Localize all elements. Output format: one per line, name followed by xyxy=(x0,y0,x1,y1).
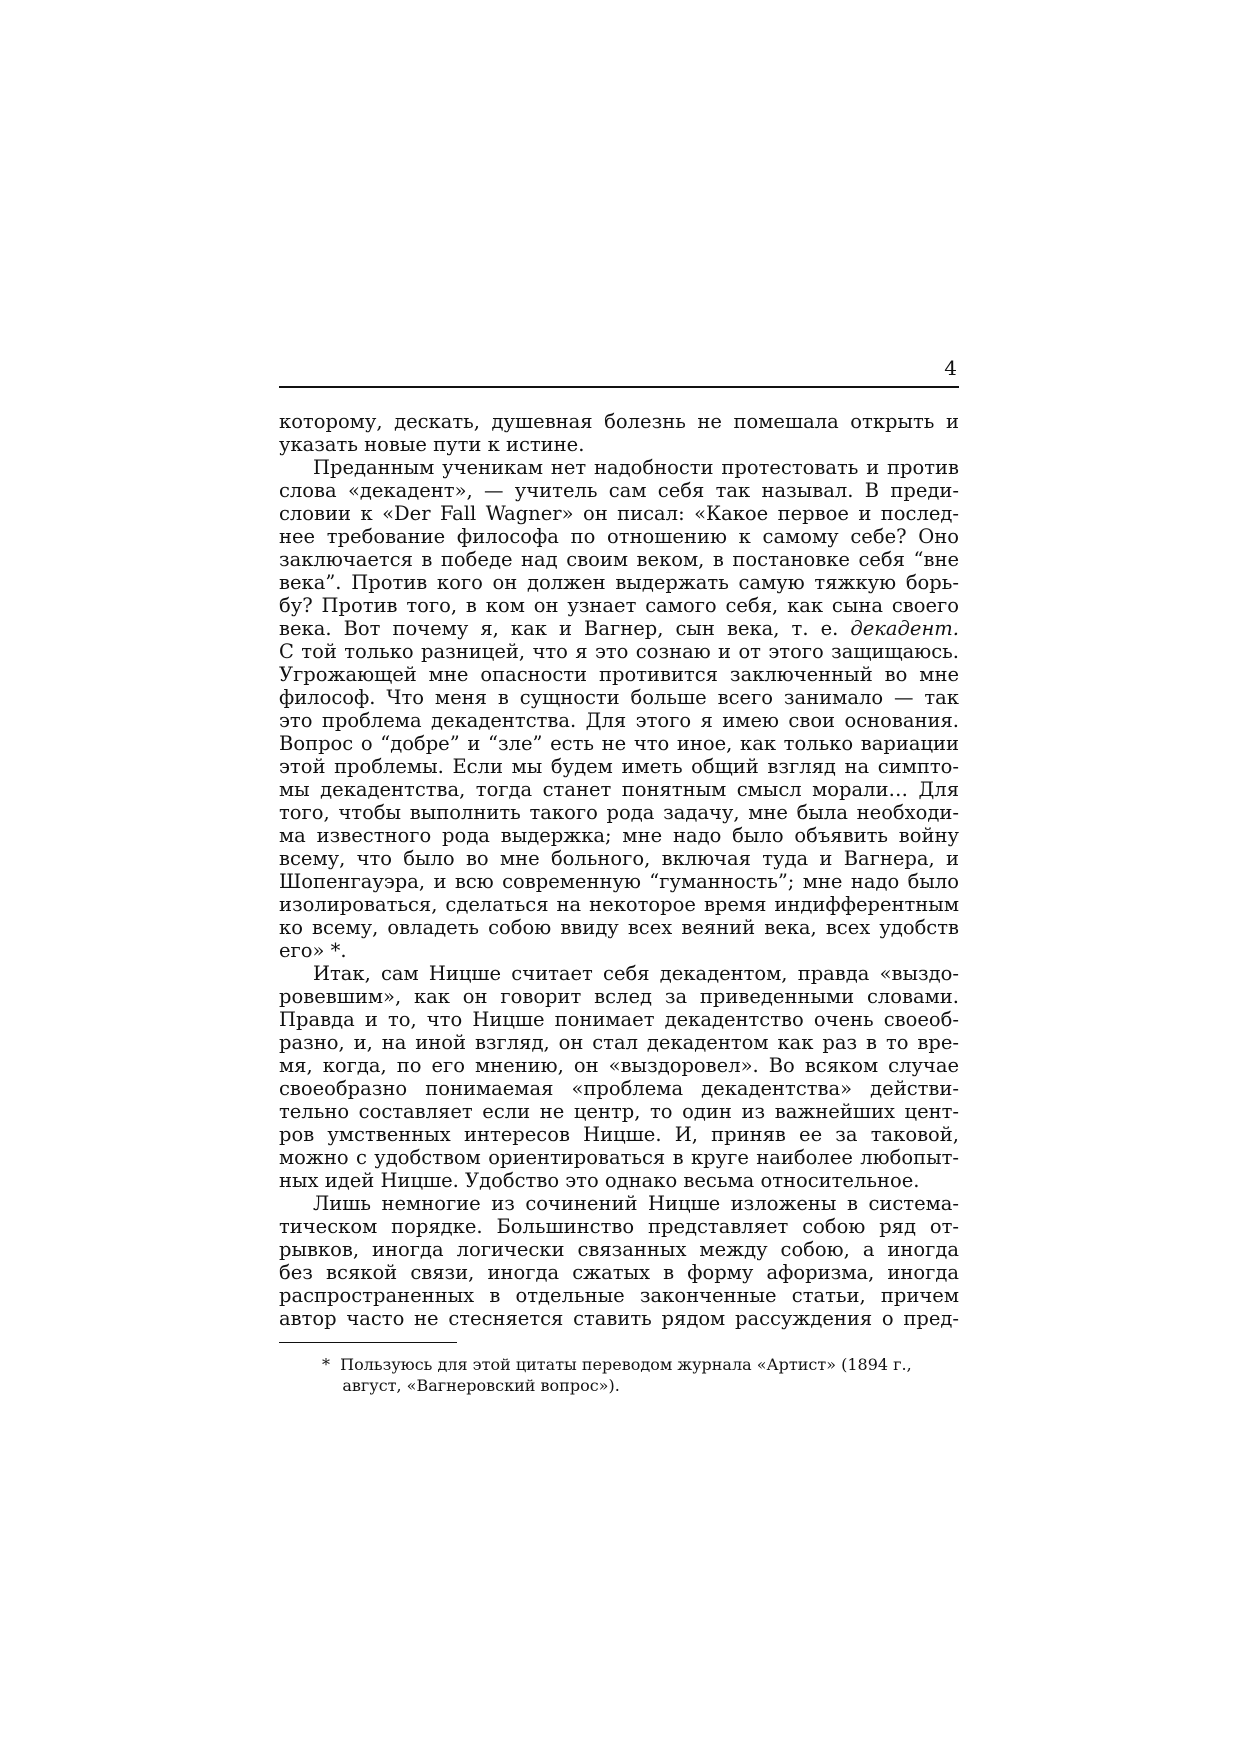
paragraph xyxy=(279,410,959,456)
text-line: рывков, иногда логически связанных между собою, а иногда xyxy=(279,1238,959,1261)
footnote-line: август, «Вагнеровский вопрос»). xyxy=(322,1376,620,1395)
text-line: Итак, сам Ницше считает себя декадентом, правда «выздо- xyxy=(313,962,959,985)
text-line: разно, и, на иной взгляд, он стал декадентом как раз в то вре- xyxy=(279,1031,959,1054)
paragraph xyxy=(279,962,959,1192)
text-line: Лишь немногие из сочинений Ницше изложены в система- xyxy=(313,1192,959,1215)
body-text xyxy=(279,410,959,1330)
text-line: нее требование философа по отношению к самому себе? Оно xyxy=(279,525,959,548)
footnote-line: * Пользуюсь для этой цитаты переводом журнала «Артист» (1894 г., xyxy=(322,1355,912,1374)
text-line: это проблема декадентства. Для этого я имею свои основания. xyxy=(279,709,959,732)
text-line: которому, дескать, душевная болезнь не помешала открыть и xyxy=(279,410,959,433)
text-line: мы декадентства, тогда станет понятным смысл морали… Для xyxy=(279,778,959,801)
text-line: можно с удобством ориентироваться в круге наиболее любопыт- xyxy=(279,1146,959,1169)
text-line: бу? Против того, в ком он узнает самого себя, как сына своего xyxy=(279,594,959,617)
text-line: тельно составляет если не центр, то один из важнейших цент- xyxy=(279,1100,959,1123)
text-line: Шопенгауэра, и всю современную “гуманность”; мне надо было xyxy=(279,870,959,893)
text-line: словии к «Der Fall Wagner» он писал: «Какое первое и послед- xyxy=(279,502,959,525)
footnote xyxy=(322,1354,959,1396)
text-line: Вопрос о “добре” и “зле” есть не что иное, как только вариации xyxy=(279,732,959,755)
text-line: того, чтобы выполнить такого рода задачу, мне была необходи- xyxy=(279,801,959,824)
text-line: ров умственных интересов Ницше. И, приняв ее за таковой, xyxy=(279,1123,959,1146)
text-line: Угрожающей мне опасности противится заключенный во мне xyxy=(279,663,959,686)
text-line: мя, когда, по его мнению, он «выздоровел». Во всяком случае xyxy=(279,1054,959,1077)
text-line: Правда и то, что Ницше понимает декадентство очень своеоб- xyxy=(279,1008,959,1031)
text-line: слова «декадент», — учитель сам себя так называл. В преди- xyxy=(279,479,959,502)
paragraph xyxy=(279,1192,959,1330)
text-line: этой проблемы. Если мы будем иметь общий взгляд на симпто- xyxy=(279,755,959,778)
page-number: 4 xyxy=(944,356,957,380)
italic-emphasis: декадент. xyxy=(850,617,959,640)
text-line: своеобразно понимаемая «проблема декадентства» действи- xyxy=(279,1077,959,1100)
text-line: заключается в победе над своим веком, в постановке себя “вне xyxy=(279,548,959,571)
text-line: ко всему, овладеть собою ввиду всех веяний века, всех удобств xyxy=(279,916,959,939)
paragraph xyxy=(279,456,959,962)
text-line: тическом порядке. Большинство представляет собою ряд от- xyxy=(279,1215,959,1238)
text-line: ных идей Ницше. Удобство это однако весьма относительное. xyxy=(279,1169,920,1192)
text-line: его» *. xyxy=(279,939,347,962)
text-line: Преданным ученикам нет надобности протестовать и против xyxy=(313,456,959,479)
text-line: века. Вот почему я, как и Вагнер, сын века, т. е. декадент. xyxy=(279,617,959,640)
text-line: указать новые пути к истине. xyxy=(279,433,585,456)
text-line: ровевшим», как он говорит вслед за приведенными словами. xyxy=(279,985,959,1008)
text-line: изолироваться, сделаться на некоторое время индифферентным xyxy=(279,893,959,916)
text-line: ма известного рода выдержка; мне надо было объявить войну xyxy=(279,824,959,847)
footnote-divider xyxy=(279,1342,457,1343)
text-line: распространенных в отдельные законченные статьи, причем xyxy=(279,1284,959,1307)
page-header xyxy=(279,356,959,388)
text-line: века”. Против кого он должен выдержать самую тяжкую борь- xyxy=(279,571,959,594)
text-line: философ. Что меня в сущности больше всего занимало — так xyxy=(279,686,959,709)
text-line: без всякой связи, иногда сжатых в форму афоризма, иногда xyxy=(279,1261,959,1284)
text-line: автор часто не стесняется ставить рядом рассуждения о пред- xyxy=(279,1307,959,1330)
text-line: С той только разницей, что я это сознаю и от этого защищаюсь. xyxy=(279,640,959,663)
text-line: всему, что было во мне больного, включая туда и Вагнера, и xyxy=(279,847,959,870)
